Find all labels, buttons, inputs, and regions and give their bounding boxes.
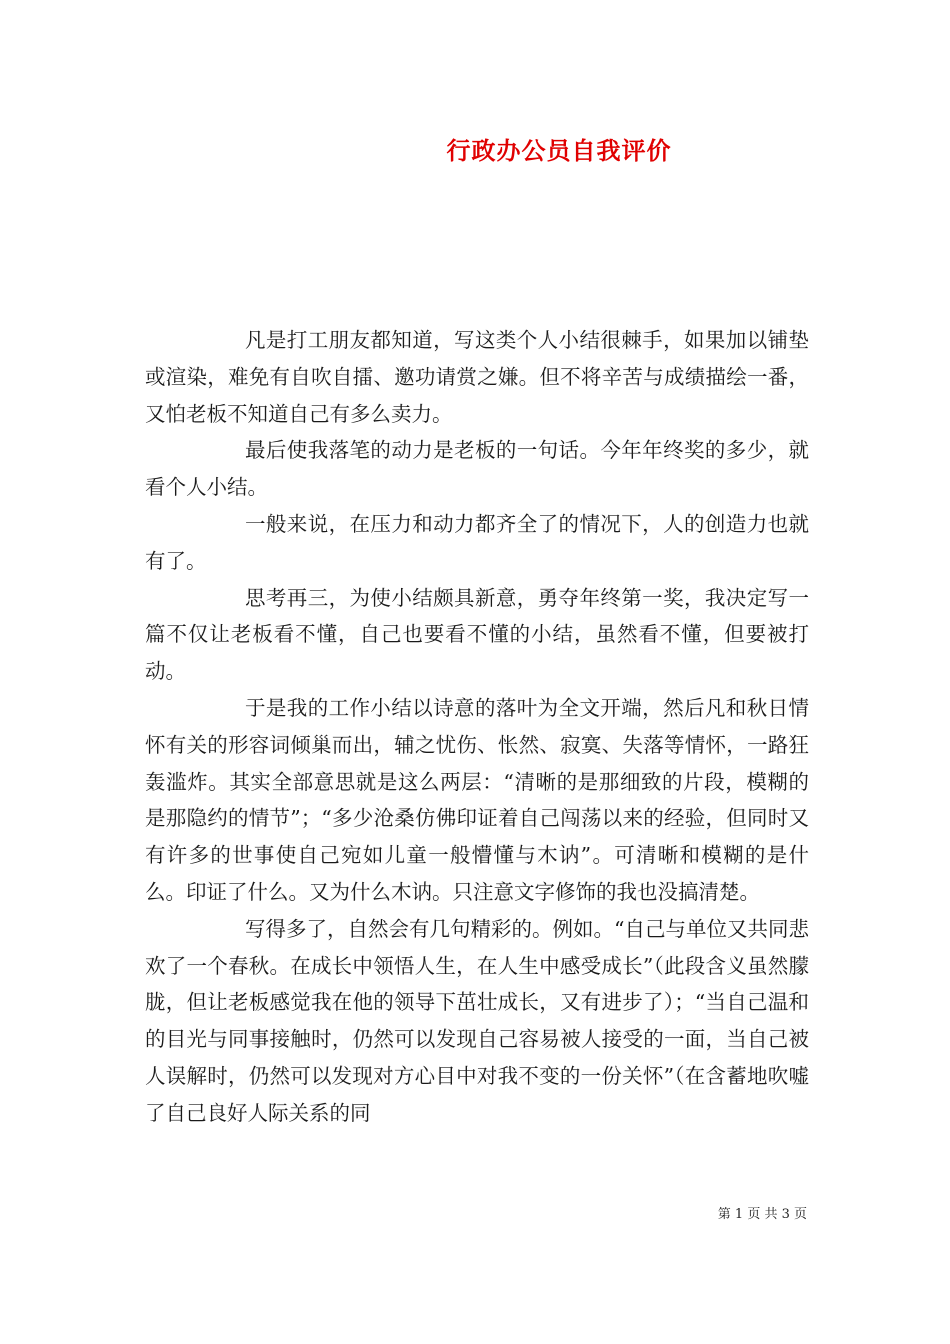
paragraph: 思考再三，为使小结颇具新意，勇夺年终第一奖，我决定写一篇不仅让老板看不懂，自己也要看不懂的小结，虽然看不懂，但要被打动。 <box>145 585 809 684</box>
paragraph: 一般来说，在压力和动力都齐全了的情况下，人的创造力也就有了。 <box>145 511 809 573</box>
paragraph: 于是我的工作小结以诗意的落叶为全文开端，然后凡和秋日情怀有关的形容词倾巢而出，辅之忧伤、怅然、寂寞、失落等情怀，一路狂轰滥炸。其实全部意思就是这么两层：“清晰的是那细致的片段，模糊的是那隐约的情节”；“多少沧桑仿佛印证着自己闯荡以来的经验，但同时又有许多的世事使自己宛如儿童一般懵懂与木讷”。可清晰和模糊的是什么。印证了什么。又为什么木讷。只注意文字修饰的我也没搞清楚。 <box>145 695 809 904</box>
paragraph: 写得多了，自然会有几句精彩的。例如。“自己与单位又共同悲欢了一个春秋。在成长中领悟人生，在人生中感受成长”（此段含义虽然朦胧，但让老板感觉我在他的领导下茁壮成长，又有进步了）；“当自己温和的目光与同事接触时，仍然可以发现自己容易被人接受的一面，当自己被人误解时，仍然可以发现对方心目中对我不变的一份关怀”（在含蓄地吹嘘了自己良好人际关系的同 <box>145 916 809 1125</box>
paragraph: 最后使我落笔的动力是老板的一句话。今年年终奖的多少，就看个人小结。 <box>145 438 809 500</box>
page-number-footer: 第 1 页 共 3 页 <box>717 1207 807 1222</box>
document-body <box>145 322 809 1132</box>
document-title: 行政办公员自我评价 <box>446 136 672 165</box>
paragraph: 凡是打工朋友都知道，写这类个人小结很棘手，如果加以铺垫或渲染，难免有自吹自擂、邀功请赏之嫌。但不将辛苦与成绩描绘一番，又怕老板不知道自己有多么卖力。 <box>145 328 809 426</box>
